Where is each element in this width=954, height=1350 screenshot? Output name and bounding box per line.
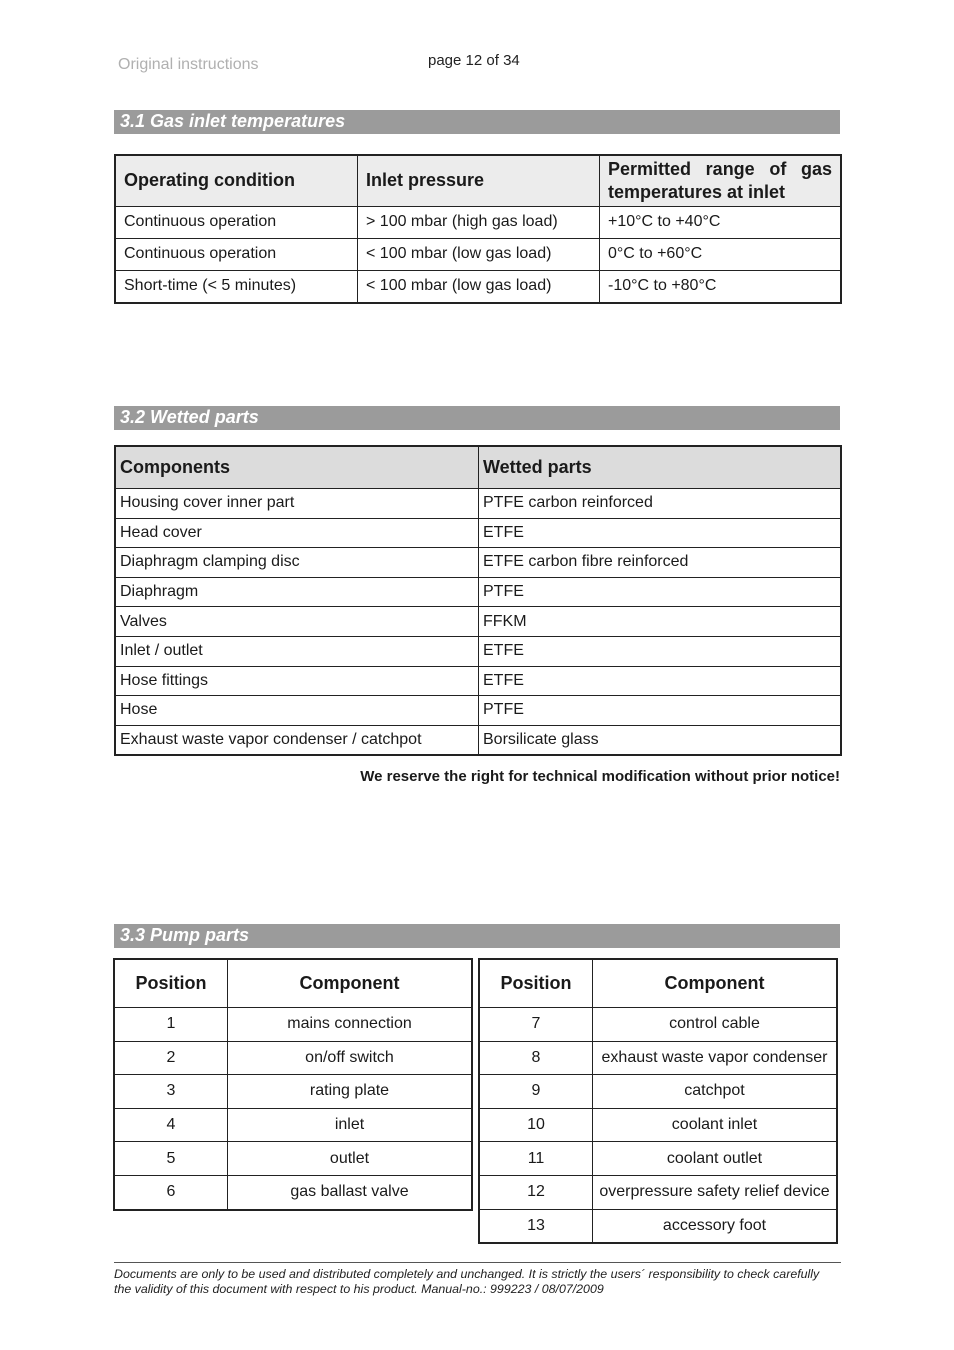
- table-cell: Housing cover inner part: [115, 489, 479, 519]
- table-cell: 5: [114, 1142, 228, 1176]
- table-cell: Valves: [115, 607, 479, 637]
- table-row: [115, 636, 841, 666]
- wetted-parts-table: [114, 445, 842, 756]
- table-row: [115, 518, 841, 548]
- table-row: [479, 1142, 837, 1176]
- table-row: [479, 1041, 837, 1075]
- table-header: Position: [114, 959, 228, 1008]
- footer-disclaimer: [114, 1267, 854, 1297]
- footer-line: the validity of this document with respect to his product. Manual-no.: 999223 / 08/07/2009: [114, 1282, 604, 1296]
- table-row: [114, 1108, 472, 1142]
- footer-line: Documents are only to be used and distributed completely and unchanged. It is strictly the users´ responsibility to check carefully: [114, 1267, 820, 1281]
- table-cell: 10: [479, 1108, 593, 1142]
- table-header: Inlet pressure: [358, 155, 600, 206]
- table-cell: Exhaust waste vapor condenser / catchpot: [115, 725, 479, 755]
- table-header: Position: [479, 959, 593, 1008]
- original-instructions-label: Original instructions: [118, 56, 259, 73]
- pump-parts-table-left: [113, 958, 473, 1211]
- pump-parts-table-right: [478, 958, 838, 1244]
- table-cell: PTFE: [479, 577, 842, 607]
- table-cell: gas ballast valve: [228, 1175, 473, 1209]
- table-cell: < 100 mbar (low gas load): [358, 270, 600, 303]
- table-row: [115, 696, 841, 726]
- table-cell: catchpot: [593, 1075, 838, 1109]
- table-cell: Diaphragm clamping disc: [115, 548, 479, 578]
- table-row: [115, 206, 841, 238]
- table-cell: on/off switch: [228, 1041, 473, 1075]
- table-cell: 7: [479, 1008, 593, 1042]
- table-cell: accessory foot: [593, 1209, 838, 1243]
- table-row: [115, 238, 841, 270]
- table-header: Operating condition: [115, 155, 358, 206]
- table-cell: -10°C to +80°C: [600, 270, 842, 303]
- table-cell: ETFE: [479, 518, 842, 548]
- table-row: [479, 1108, 837, 1142]
- table-cell: 2: [114, 1041, 228, 1075]
- table-cell: Inlet / outlet: [115, 636, 479, 666]
- table-cell: ETFE: [479, 666, 842, 696]
- table-row: [114, 1041, 472, 1075]
- table-cell: 6: [114, 1175, 228, 1209]
- table-cell: rating plate: [228, 1075, 473, 1109]
- table-cell: FFKM: [479, 607, 842, 637]
- table-cell: 1: [114, 1008, 228, 1042]
- table-header: Permitted range of gas temperatures at inlet: [600, 155, 842, 206]
- table-row: [479, 1008, 837, 1042]
- table-cell: 9: [479, 1075, 593, 1109]
- table-cell: Short-time (< 5 minutes): [115, 270, 358, 303]
- table-cell: inlet: [228, 1108, 473, 1142]
- table-row: [114, 1008, 472, 1042]
- table-cell: PTFE carbon reinforced: [479, 489, 842, 519]
- table-row: [115, 725, 841, 755]
- footer-divider: [114, 1262, 841, 1263]
- table-cell: exhaust waste vapor condenser: [593, 1041, 838, 1075]
- table-header: Wetted parts: [479, 446, 842, 489]
- table-cell: Continuous operation: [115, 206, 358, 238]
- table-header: Component: [228, 959, 473, 1008]
- modification-notice: We reserve the right for technical modification without prior notice!: [360, 768, 840, 785]
- table-cell: overpressure safety relief device: [593, 1175, 838, 1209]
- table-row: [114, 1142, 472, 1176]
- table-row: [115, 548, 841, 578]
- table-cell: PTFE: [479, 696, 842, 726]
- table-row: [479, 1075, 837, 1109]
- table-cell: coolant outlet: [593, 1142, 838, 1176]
- table-cell: Hose fittings: [115, 666, 479, 696]
- table-row: [115, 489, 841, 519]
- table-cell: > 100 mbar (high gas load): [358, 206, 600, 238]
- table-cell: outlet: [228, 1142, 473, 1176]
- table-cell: 11: [479, 1142, 593, 1176]
- table-cell: 12: [479, 1175, 593, 1209]
- table-cell: Continuous operation: [115, 238, 358, 270]
- table-cell: 4: [114, 1108, 228, 1142]
- table-cell: 8: [479, 1041, 593, 1075]
- page-number: page 12 of 34: [428, 52, 520, 69]
- table-cell: ETFE carbon fibre reinforced: [479, 548, 842, 578]
- table-cell: ETFE: [479, 636, 842, 666]
- table-cell: control cable: [593, 1008, 838, 1042]
- table-cell: coolant inlet: [593, 1108, 838, 1142]
- table-row: [115, 607, 841, 637]
- table-cell: Diaphragm: [115, 577, 479, 607]
- table-cell: mains connection: [228, 1008, 473, 1042]
- section-title-gas-inlet: 3.1 Gas inlet temperatures: [114, 110, 840, 134]
- table-cell: Borsilicate glass: [479, 725, 842, 755]
- table-row: [115, 577, 841, 607]
- table-row: [114, 1075, 472, 1109]
- table-cell: < 100 mbar (low gas load): [358, 238, 600, 270]
- table-cell: +10°C to +40°C: [600, 206, 842, 238]
- table-cell: 13: [479, 1209, 593, 1243]
- table-cell: Head cover: [115, 518, 479, 548]
- table-row: [114, 1175, 472, 1209]
- table-header: Component: [593, 959, 838, 1008]
- table-row: [115, 270, 841, 303]
- table-header: Components: [115, 446, 479, 489]
- table-row: [115, 666, 841, 696]
- section-title-wetted-parts: 3.2 Wetted parts: [114, 406, 840, 430]
- table-row: [479, 1209, 837, 1243]
- table-cell: Hose: [115, 696, 479, 726]
- table-cell: 3: [114, 1075, 228, 1109]
- table-cell: 0°C to +60°C: [600, 238, 842, 270]
- table-row: [479, 1175, 837, 1209]
- section-title-pump-parts: 3.3 Pump parts: [114, 924, 840, 948]
- gas-inlet-table: [114, 154, 842, 304]
